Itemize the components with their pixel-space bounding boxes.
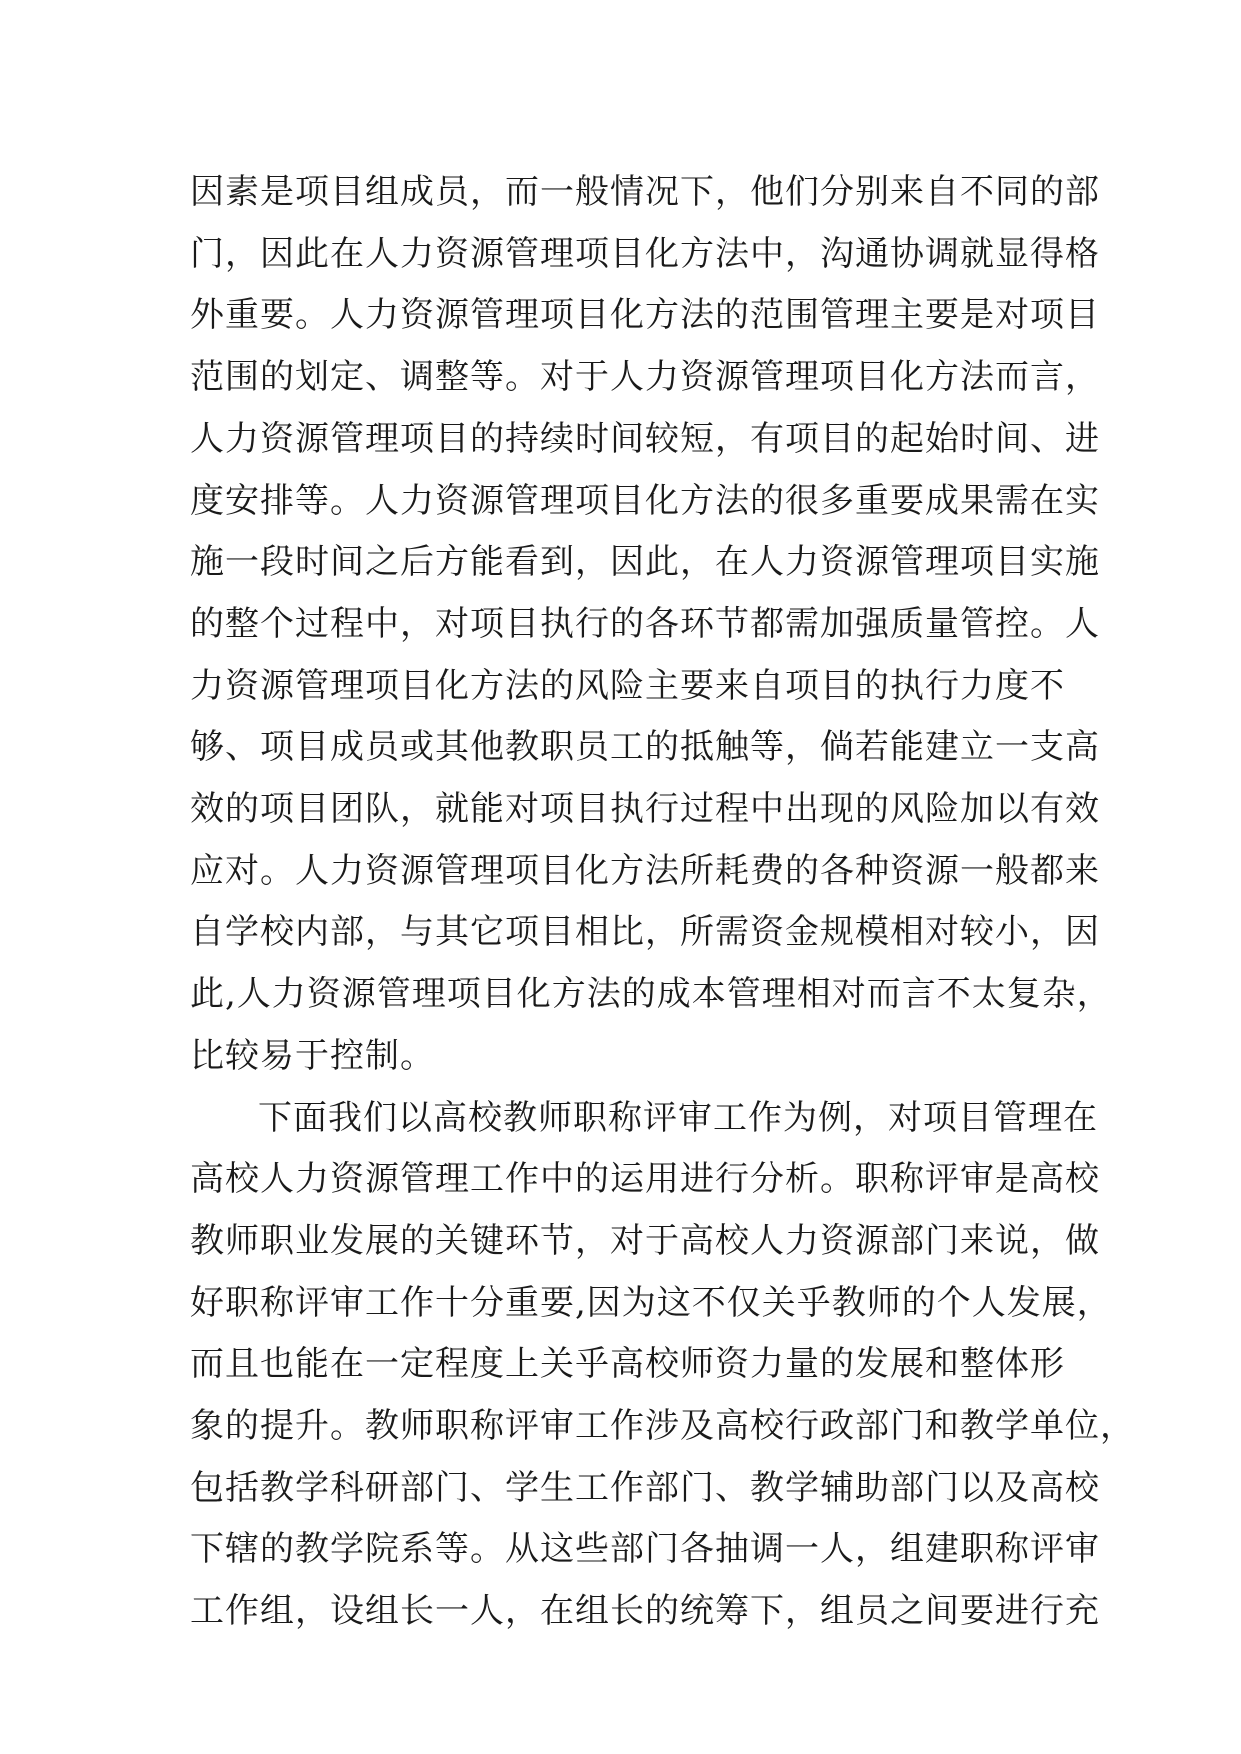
text-line: 象的提升。教师职称评审工作涉及高校行政部门和教学单位， — [190, 1406, 1135, 1447]
text-line: 此,人力资源管理项目化方法的成本管理相对而言不太复杂， — [190, 974, 1112, 1015]
text-line: 够、项目成员或其他教职员工的抵触等，倘若能建立一支高 — [190, 727, 1100, 768]
text-line: 效的项目团队，就能对项目执行过程中出现的风险加以有效 — [190, 789, 1100, 830]
text-line: 门，因此在人力资源管理项目化方法中，沟通协调就显得格 — [190, 233, 1100, 274]
text-line: 的整个过程中，对项目执行的各环节都需加强质量管控。人 — [190, 603, 1100, 644]
text-line: 施一段时间之后方能看到，因此，在人力资源管理项目实施 — [190, 542, 1100, 583]
text-line: 而且也能在一定程度上关乎高校师资力量的发展和整体形 — [190, 1344, 1065, 1385]
text-line: 度安排等。人力资源管理项目化方法的很多重要成果需在实 — [190, 480, 1100, 521]
text-line: 教师职业发展的关键环节，对于高校人力资源部门来说，做 — [190, 1220, 1100, 1261]
text-line: 下辖的教学院系等。从这些部门各抽调一人，组建职称评审 — [190, 1529, 1100, 1570]
text-line: 范围的划定、调整等。对于人力资源管理项目化方法而言， — [190, 357, 1100, 398]
body-text — [190, 162, 1135, 1643]
text-line: 工作组，设组长一人，在组长的统筹下，组员之间要进行充 — [190, 1591, 1100, 1632]
text-line: 自学校内部，与其它项目相比，所需资金规模相对较小，因 — [190, 912, 1100, 953]
text-line: 高校人力资源管理工作中的运用进行分析。职称评审是高校 — [190, 1159, 1100, 1200]
text-line: 外重要。人力资源管理项目化方法的范围管理主要是对项目 — [190, 295, 1100, 336]
text-line: 人力资源管理项目的持续时间较短，有项目的起始时间、进 — [190, 418, 1100, 459]
text-line: 好职称评审工作十分重要,因为这不仅关乎教师的个人发展， — [190, 1282, 1112, 1323]
text-line: 包括教学科研部门、学生工作部门、教学辅助部门以及高校 — [190, 1467, 1100, 1508]
paragraph-2 — [190, 1088, 1135, 1643]
text-line: 应对。人力资源管理项目化方法所耗费的各种资源一般都来 — [190, 850, 1100, 891]
text-line: 下面我们以高校教师职称评审工作为例，对项目管理在 — [258, 1097, 1098, 1138]
text-line: 比较易于控制。 — [190, 1035, 435, 1076]
text-line: 因素是项目组成员，而一般情况下，他们分别来自不同的部 — [190, 172, 1100, 212]
paragraph-1 — [190, 162, 1112, 1088]
text-line: 力资源管理项目化方法的风险主要来自项目的执行力度不 — [190, 665, 1065, 706]
